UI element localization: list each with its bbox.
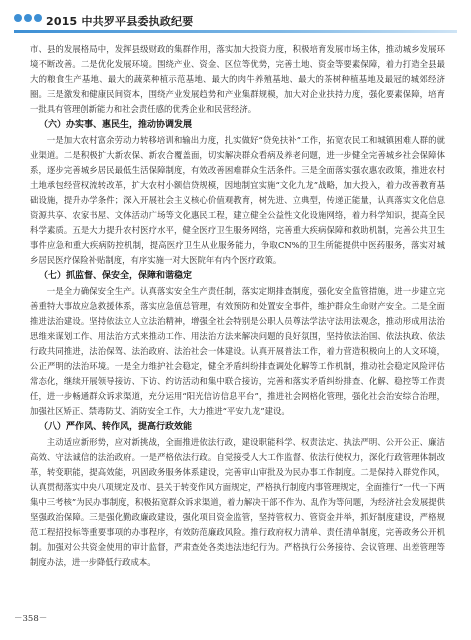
section-heading: （七）抓监督、保安全，保障和谐稳定 <box>39 271 193 281</box>
paragraph: 主动适应新形势，应对新挑战，全面推进依法行政，建设职能科学、权责法定、执法严明、公开公正、廉洁高效、守法诚信的法治政府。一是严格依法行政。自觉接受人大工作监督、依法行使权力，深化行政管理体制改革，转变职能，提高效能，巩固政务服务体系建设，完善审山审批及为民办事工作制度。二是保持入群党作风，认真贯彻落实中央八项规定及市、县关于转变作风方面规定，严格执行制度内事管理规定，全面推行“一代一下两集中三考核”为民办事制度，积极拓宽群众诉求渠道，着力解决干部不作为、乱作为等问题，为经济社会发展提供坚强政治保障。三是强化勤政廉政建设，强化项目资金监管，坚持管权力、管资金并举，抓好制度建设，严格规范工程招投标等重要事项的办事程序，有效防范廉政风险。推行政府权力清单、责任清单制度，完善政务公开机制。加强对公共资金使用的审计监督，严肃查处各类违法违纪行为。严格执行公务接待、会议管理、出差管理等制度办法，进一步降低行政成本。 <box>30 437 445 567</box>
paragraph: 市、县的发展格局中，发挥县级财政的集群作用，落实加大投资力度，积极培育发展市场主体，推动城乡发展环境不断改善。二是优化发展环境。围绕产业、资金、区位等优势，完善土地、资金等要素保障，着力打造全县最大的粮食生产基地、最大的蔬菜种植示范基地、最大的肉牛养殖基地、最大的茶树种植基地及最冠的城郊经济圈。三是激发和健康民间资本，围绕产业发展趋势和产业集群规模，加大对企业扶持力度，强化要素保障，培育一批具有管理创新能力和社会责任感的优秀企业和民营经济。 <box>30 44 445 114</box>
page-number: －358－ <box>14 614 48 624</box>
header-rule <box>14 30 457 33</box>
paragraph: 一是加大农村富余劳动力转移培训和输出力度，扎实做好“贷免扶补”工作，拓宽农民工和城镇困难人群的就业渠道。二是积极扩大新农保、新农合覆盖面，切实解决群众看病及养老问题，进一步健全完善城乡社会保障体系，逐步完善城乡居民最低生活保障制度，有效改善困难群众生活条件。三是全面落实强农惠农政策，推进农村土地承包经营权流转改革，扩大农村小额信贷规模，因地制宜实施“文化九龙”战略，加大投入，着力改善教育基础设施，提升办学条件；深入开展社会主义核心价值观教育，树先进、立典型，传递正能量，认真落实文化信息资源共享、农家书屋、文体活动广场等文化惠民工程，建立健全公益性文化设施网络，着力科学知识，提高全民科学素质。五是大力提升农村医疗水平，健全医疗卫生服务网络，完善重大疾病保障和救助机制，完善公共卫生事件应急和重大疾病防控机制，提高医疗卫生从业服务能力，争取CN%的卫生所能提供中医药服务，落实对城乡居民医疗保险补贴制度，有序实施一对大医院年有内个医疗政策。 <box>30 135 445 265</box>
paragraph: 一是全力确保安全生产。认真落实安全生产责任制，落实定期排查制度，强化安全监管措施，进一步建立完善重特大事故应急救援体系，落实应急值总管理，有效预防和处置安全事件，维护群众生命财产安全。二是全面推进法治建设。坚持依法立人立法治精神，增强全社会特别是公职人员尊法学法守法用法观念，推动形成用法治思维来谋划工作、用法治方式来推动工作、用法治方法来解决问题的良好氛围，坚持依法治国、依法执政、依法行政共同推进，法治保驾、法治政府、法治社会一体建设。认真开展普法工作，着力营造积极向上的人文环境，公正严明的法治环境。一是全力维护社会稳定，健全矛盾纠纷排查调处化解等工作机制，推动社会稳定风险评估常态化，继续开展领导接访、下访、约访活动和集中联合接访，完善和落实矛盾纠纷排查、化解、稳控等工作责任，进一步畅通群众诉求渠道，充分运用“阳光信访信息平台”，推进社会网格化管理，强化社会治安综合治理，加强社区矫正、禁毒防艾、消防安全工作，大力推进“平安九龙”建设。 <box>30 286 445 416</box>
body-text <box>30 42 445 602</box>
section-heading: （六）办实事、惠民生，推动协调发展 <box>39 120 193 130</box>
section-heading: （八）严作风、转作风，提高行政效能 <box>39 422 193 432</box>
running-title: 2015 中共罗平县委执政纪要 <box>46 15 194 28</box>
page-header <box>0 0 471 36</box>
header-dots-icon <box>14 14 42 24</box>
